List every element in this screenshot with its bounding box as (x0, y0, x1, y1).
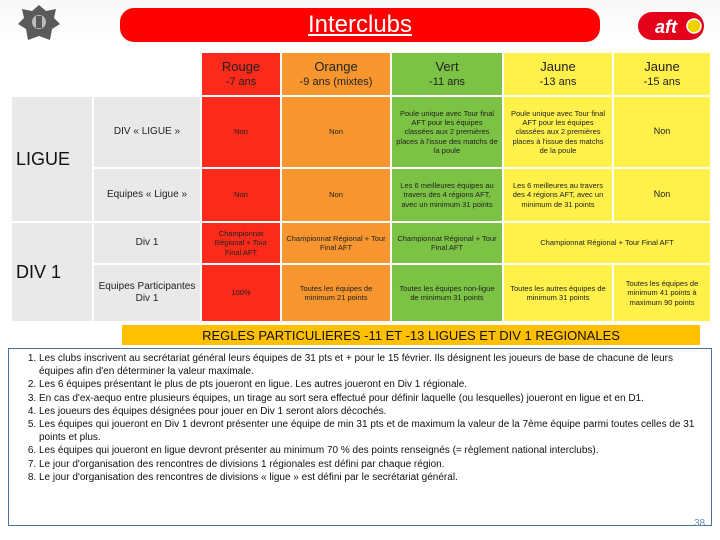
column-header-orange (282, 53, 390, 95)
coat-of-arms-icon (12, 2, 66, 44)
rule-item: 3. En cas d'ex-aequo entre plusieurs équipes, un tirage au sort sera effectué pour définir laquelle (ou lesquelles) joueront en ligue et en D1. (39, 392, 705, 405)
rule-item: 7. Le jour d'organisation des rencontres de divisions 1 régionales est défini par chaque région. (39, 458, 705, 471)
column-header-rouge (202, 53, 280, 95)
cell-div-ligue-rouge: Non (202, 97, 280, 167)
column-age: -7 ans (225, 76, 257, 89)
cell-div-ligue-jaune-13: Poule unique avec Tour final AFT pour les équipes classées aux 2 premières places à l'issue des matchs de la poule (504, 97, 612, 167)
column-name: Orange (314, 58, 358, 74)
svg-text:aft: aft (655, 17, 677, 37)
group-label-div1: DIV 1 (12, 223, 92, 321)
cell-div-ligue-vert: Poule unique avec Tour final AFT pour les équipes classées aux 2 premières places à l'issue des matchs de la poule (392, 97, 502, 167)
rules-list (15, 352, 705, 484)
rule-item: 6. Les équipes qui joueront en ligue devront présenter au minimum 70 % des points renseignés (= règlement national interclubs). (39, 444, 705, 457)
cell-equipes-div1-jaune-13: Toutes les autres équipes de minimum 31 points (504, 265, 612, 321)
rule-item: 4. Les joueurs des équipes désignées pour jouer en Div 1 seront alors décochés. (39, 405, 705, 418)
title-banner (120, 8, 600, 42)
rules-box (8, 348, 712, 526)
page-title: Interclubs (307, 11, 413, 38)
rule-item: 2. Les 6 équipes présentant le plus de pts joueront en ligue. Les autres joueront en Div 1 régionale. (39, 378, 705, 391)
column-age: -11 ans (429, 76, 465, 89)
cell-div1-jaune: Championnat Régional + Tour Final AFT (504, 223, 710, 263)
cell-div-ligue-orange: Non (282, 97, 390, 167)
column-header-jaune-15 (614, 53, 710, 95)
group-label-ligue: LIGUE (12, 97, 92, 221)
column-name: Jaune (540, 58, 576, 74)
cell-div1-vert: Championnat Régional + Tour Final AFT (392, 223, 502, 263)
page-number: 38 (694, 518, 706, 529)
cell-equipes-ligue-vert: Les 6 meilleures équipes au travers des 4 régions AFT, avec un minimum 31 points (392, 169, 502, 221)
rule-item: 1. Les clubs inscrivent au secrétariat général leurs équipes de 31 pts et + pour le 15 février. Ils désignent les joueurs de base de chacune de leurs équipes afin d'en déterminer la valeur maximale. (39, 352, 705, 378)
cell-div1-orange: Championnat Régional + Tour Final AFT (282, 223, 390, 263)
column-header-jaune-13 (504, 53, 612, 95)
column-name: Rouge (221, 58, 261, 74)
cell-equipes-div1-rouge: 100% (202, 265, 280, 321)
cell-equipes-div1-vert: Toutes les équipes non-ligue de minimum 31 points (392, 265, 502, 321)
cell-equipes-div1-orange: Toutes les équipes de minimum 21 points (282, 265, 390, 321)
rules-banner: REGLES PARTICULIERES -11 ET -13 LIGUES ET DIV 1 REGIONALES (122, 325, 700, 345)
column-name: Vert (435, 58, 459, 74)
cell-equipes-ligue-jaune-13: Les 6 meilleures au travers des 4 régions AFT, avec un minimum de 31 points (504, 169, 612, 221)
cell-equipes-ligue-rouge: Non (202, 169, 280, 221)
column-name: Jaune (644, 58, 680, 74)
cell-div-ligue-jaune-15: Non (614, 97, 710, 167)
row-label-div-ligue: DIV « LIGUE » (94, 97, 200, 167)
column-header-vert (392, 53, 502, 95)
column-age: -13 ans (539, 76, 577, 89)
cell-div1-rouge: Championnat Régional + Tour Final AFT (202, 223, 280, 263)
cell-equipes-ligue-orange: Non (282, 169, 390, 221)
cell-equipes-div1-jaune-15: Toutes les équipes de minimum 41 points à maximum 90 points (614, 265, 710, 321)
header (0, 0, 720, 46)
cell-equipes-ligue-jaune-15: Non (614, 169, 710, 221)
row-label-div1: Div 1 (94, 223, 200, 263)
rule-item: 8. Le jour d'organisation des rencontres de divisions « ligue » est défini par le secrétariat général. (39, 471, 705, 484)
column-age: -9 ans (mixtes) (299, 76, 373, 89)
row-label-equipes-ligue: Equipes « Ligue » (94, 169, 200, 221)
column-age: -15 ans (643, 76, 681, 89)
row-label-equipes-div1: Equipes Participantes Div 1 (94, 265, 200, 321)
aft-logo-icon (636, 6, 706, 44)
rule-item: 5. Les équipes qui joueront en Div 1 devront présenter une équipe de min 31 pts et de maximum la valeur de la 7ème équipe parmi toutes celles de 31 points et plus. (39, 418, 705, 444)
